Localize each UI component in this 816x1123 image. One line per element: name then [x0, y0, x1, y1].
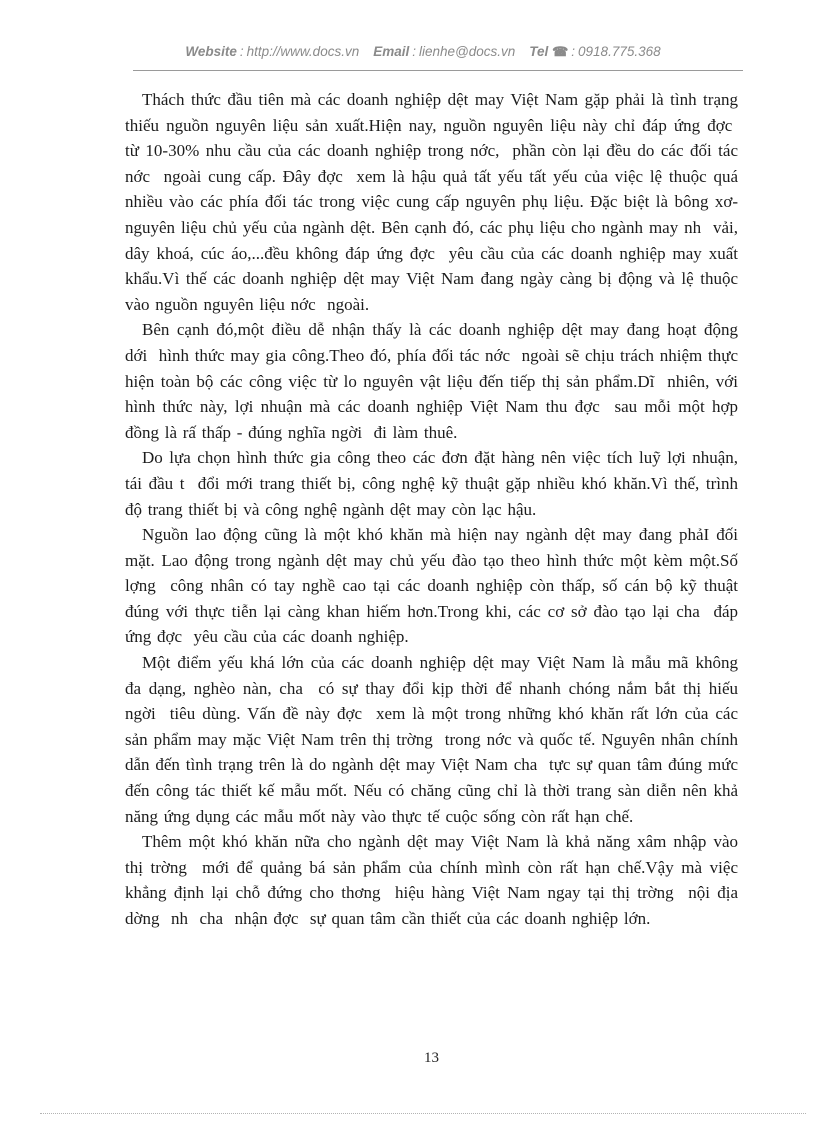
header-separator: :: [571, 44, 576, 59]
header-separator: :: [412, 44, 417, 59]
document-body: [125, 87, 738, 932]
phone-icon: ☎: [552, 44, 569, 59]
header-separator: :: [239, 44, 244, 59]
header-email-value: lienhe@docs.vn: [419, 44, 516, 59]
header-website-value: http://www.docs.vn: [246, 44, 360, 59]
paragraph: Thêm một khó khăn nữa cho ngành dệt may Việt Nam là khả năng xâm nhập vào thị trờng mới để quảng bá sản phẩm của chính mình còn rất hạn chế.Vậy mà việc khẳng định lại chỗ đứng cho thơng hiệu hàng Việt Nam ngay tại thị trờng nội địa dờng nh cha nhận đợc sự quan tâm cần thiết của các doanh nghiệp lớn.: [125, 832, 738, 928]
header-website-label: Website: [185, 44, 237, 59]
footer-divider: [40, 1113, 806, 1114]
header-email-label: Email: [373, 44, 410, 59]
paragraph: Do lựa chọn hình thức gia công theo các đơn đặt hàng nên việc tích luỹ lợi nhuận, tái đầu t đổi mới trang thiết bị, công nghệ kỹ thuật gặp nhiều khó khăn.Vì thế, trình độ trang thiết bị và công nghệ ngành dệt may còn lạc hậu.: [125, 448, 738, 519]
page-header: [103, 44, 743, 60]
paragraph: Một điểm yếu khá lớn của các doanh nghiệp dệt may Việt Nam là mẫu mã không đa dạng, nghèo nàn, cha có sự thay đổi kịp thời để nhanh chóng nắm bắt thị hiếu ngời tiêu dùng. Vấn đề này đợc xem là một trong những khó khăn rất lớn của các sản phẩm may mặc Việt Nam trên thị trờng trong nớc và quốc tế. Nguyên nhân chính dẫn đến tình trạng trên là do ngành dệt may Việt Nam cha tực sự quan tâm đúng mức đến công tác thiết kế mẫu mốt. Nếu có chăng cũng chỉ là thời trang sàn diễn nên khả năng ứng dụng các mẫu mốt này vào thực tế cuộc sống còn rất hạn chế.: [125, 653, 738, 826]
header-tel-label: Tel: [529, 44, 549, 59]
paragraph: Bên cạnh đó,một điều dễ nhận thấy là các doanh nghiệp dệt may đang hoạt động dới hình thức may gia công.Theo đó, phía đối tác nớc ngoài sẽ chịu trách nhiệm thực hiện toàn bộ các công việc từ lo nguyên vật liệu đến tiếp thị sản phẩm.Dĩ nhiên, với hình thức này, lợi nhuận mà các doanh nghiệp Việt Nam thu đợc sau mỗi một hợp đồng là rấ thấp - đúng nghĩa ngời đi làm thuê.: [125, 320, 738, 442]
paragraph: Nguồn lao động cũng là một khó khăn mà hiện nay ngành dệt may đang phảI đối mặt. Lao động trong ngành dệt may chủ yếu đào tạo theo hình thức một kèm một.Số lợng công nhân có tay nghề cao tại các doanh nghiệp còn thấp, số cán bộ kỹ thuật đúng với thực tiễn lại càng khan hiếm hơn.Trong khi, các cơ sở đào tạo lại cha đáp ứng đợc yêu cầu của các doanh nghiệp.: [125, 525, 738, 647]
page-number: 13: [424, 1050, 439, 1066]
header-tel-value: 0918.775.368: [578, 44, 661, 59]
header-divider: [133, 70, 743, 71]
paragraph: Thách thức đầu tiên mà các doanh nghiệp dệt may Việt Nam gặp phải là tình trạng thiếu nguồn nguyên liệu sản xuất.Hiện nay, nguồn nguyên liệu này chỉ đáp ứng đợc từ 10-30% nhu cầu của các doanh nghiệp trong nớc, phần còn lại đều do các đối tác nớc ngoài cung cấp. Đây đợc xem là hậu quả tất yếu tất yếu của việc lệ thuộc quá nhiều vào các phía đối tác trong việc cung cấp nguyên phụ liệu. Đặc biệt là bông xơ-nguyên liệu chủ yếu của ngành dệt. Bên cạnh đó, các phụ liệu cho ngành may nh vải, dây khoá, cúc áo,...đều không đáp ứng đợc yêu cầu của các doanh nghiệp may xuất khẩu.Vì thế các doanh nghiệp dệt may Việt Nam đang ngày càng bị động và lệ thuộc vào nguồn nguyên liệu nớc ngoài.: [125, 90, 738, 314]
